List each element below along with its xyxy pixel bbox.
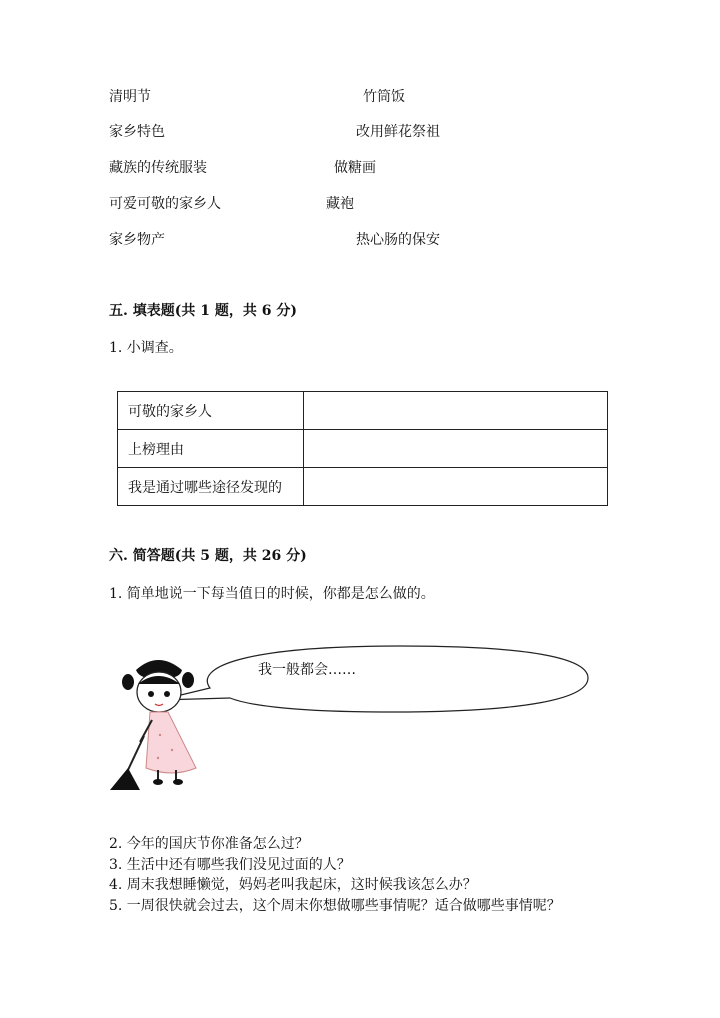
match-right-1: 竹筒饭 bbox=[363, 89, 405, 105]
match-left-1: 清明节 bbox=[109, 89, 151, 105]
table-label-cell: 上榜理由 bbox=[118, 430, 304, 468]
table-row bbox=[118, 430, 608, 468]
table-row bbox=[118, 392, 608, 430]
match-left-4: 可爱可敬的家乡人 bbox=[109, 196, 221, 212]
section5-question-1: 1. 小调查。 bbox=[109, 340, 183, 356]
section5-title: 五. 填表题(共 1 题，共 6 分) bbox=[109, 303, 297, 319]
bubble-text: 我一般都会…… bbox=[258, 662, 356, 678]
section6-title: 六. 简答题(共 5 题，共 26 分) bbox=[109, 548, 307, 564]
match-right-4: 藏袍 bbox=[326, 196, 354, 212]
section6-question-3: 3. 生活中还有哪些我们没见过面的人？ bbox=[109, 857, 351, 873]
match-left-3: 藏族的传统服装 bbox=[109, 160, 207, 176]
table-input-cell[interactable] bbox=[304, 430, 608, 468]
match-right-3: 做糖画 bbox=[334, 160, 376, 176]
match-right-5: 热心肠的保安 bbox=[356, 232, 440, 248]
section6-question-1: 1. 简单地说一下每当值日的时候，你都是怎么做的。 bbox=[109, 586, 435, 602]
table-input-cell[interactable] bbox=[304, 392, 608, 430]
section6-question-4: 4. 周末我想睡懒觉，妈妈老叫我起床，这时候我该怎么办？ bbox=[109, 877, 477, 893]
table-row bbox=[118, 468, 608, 506]
table-label-cell: 可敬的家乡人 bbox=[118, 392, 304, 430]
section6-question-2: 2. 今年的国庆节你准备怎么过？ bbox=[109, 836, 309, 852]
section6-question-5: 5. 一周很快就会过去，这个周末你想做哪些事情呢？适合做哪些事情呢？ bbox=[109, 898, 561, 914]
table-input-cell[interactable] bbox=[304, 468, 608, 506]
table-label-cell: 我是通过哪些途径发现的 bbox=[118, 468, 304, 506]
match-left-2: 家乡特色 bbox=[109, 124, 165, 140]
match-left-5: 家乡物产 bbox=[109, 232, 165, 248]
match-right-2: 改用鲜花祭祖 bbox=[356, 124, 440, 140]
survey-table bbox=[117, 391, 608, 506]
girl-sweeping-illustration bbox=[100, 640, 220, 800]
